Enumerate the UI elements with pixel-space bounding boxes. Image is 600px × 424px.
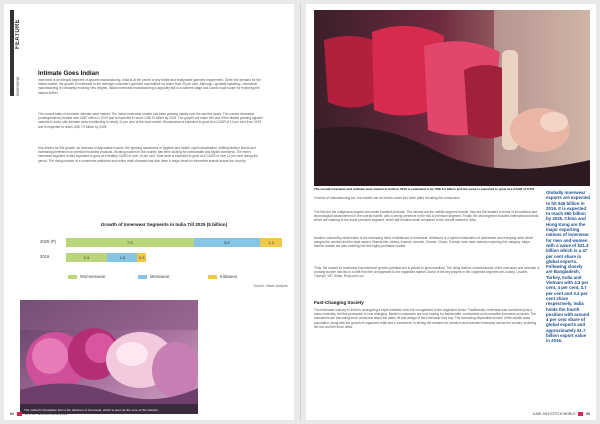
legend-label: Menswear — [150, 274, 170, 279]
chart-bar-menswear: 1.8 — [107, 253, 138, 262]
section-tab — [10, 10, 22, 96]
body-paragraph-r4: Thus, the market for innerwear has immense growth potential and is poised to grow manifold. The rising fashion consciousness of the consumer and increase in working women has led to a shift from the unorganised to the organised market. Some of the key players in the organised segment are Jockey, Lovable, Triumph, VIP, Dollar, Rupa and Lux. — [314, 266, 540, 279]
section-label: FEATURE — [15, 19, 21, 49]
growth-chart — [38, 218, 290, 294]
left-footer — [10, 412, 67, 416]
right-page — [306, 4, 596, 420]
page-spine — [300, 4, 301, 420]
body-paragraph-3: Key drivers for this growth: an increase in disposable income, the growing awareness of hygiene and health, rapid urbanisation, shifting fashion trends and increasing preference for premium branded products. Working women in the country has been looking for comfortable and stylish innerwear. The men's innerwear segment is also expected to grow at a healthy CAGR of over 10 per cent. Kids wear is expected to grow at a CAGR of over 12 per cent during the period. The rising number of e-commerce platforms and online retail channels has also been a major boost for innerwear brands across the country. — [38, 146, 259, 163]
legend-item-menswear — [138, 274, 169, 279]
body-paragraph-r3: Another noteworthy observation is the increasing trend of athleisure in innerwear. Athleisure is a hybrid combination of activewear and everyday wear which merges the comfort and the style aspect. Brands like Jockey, Enamor, Amante, Zivame, Clovia, Triumph have been actively exploring this category. Major fashion brands are also entering into this highly profitable market. — [314, 236, 534, 249]
subheading: Fast-Changing Society — [314, 300, 364, 305]
right-footer — [533, 412, 590, 416]
legend-label: Kidswear — [220, 274, 238, 279]
photo-garments-display — [20, 300, 198, 414]
chart-bar-menswear: 3.9 — [194, 238, 260, 247]
right-footer-brand: STITCH WORLD — [550, 411, 576, 416]
section-sublabel: innerwear — [15, 76, 20, 96]
chart-category-label: 2016 — [40, 254, 50, 259]
sidebar-text: Globally innerwear exports are expected to hit $45 billion in 2016. It is expected to reach $60 billion by 2025. China and Hong Kong are the major exporting nations of innerwear for men and women with a value of $21.3 billion which is a 47 per cent share in global exports. Following closely are Bangladesh, Turkey, India and Vietnam with 4.3 per cent, 4 per cent, 3.7 per cent and 3.4 per cent share respectively. India holds the fourth position with around 4 per cent share of global exports and approximately $1.7 billion export value in 2016. — [546, 190, 590, 344]
body-paragraph-r5: The innerwear industry in India is undergoing a rapid transition from the unorganised to the organised sector. Traditionally, innerwear was considered just a basic necessity, but this perception is now changing. Modern consumers are now looking for fashionable, comfortable and innovative innerwear products. The consumers are becoming more conscious about the fabric, fit and design of the innerwear they buy. The increasing disposable income of the middle class population, along with the growth of organised retail and e-commerce, is driving the demand for premium and branded innerwear across the country, including tier two and tier three cities. — [314, 308, 537, 329]
chart-bar-kidswear: 0.5 — [138, 255, 145, 260]
body-paragraph-r1: In terms of manufacturing too, the market can be broken down into three parts including the consumers. — [314, 196, 461, 200]
right-page-number: 63 — [586, 411, 590, 416]
chart-source: Source: Wazir Analysis — [253, 284, 288, 288]
photo-lingerie-rack — [314, 10, 590, 186]
section-tab-bar — [10, 10, 14, 96]
chart-bar-womenswear: 7.5 — [66, 238, 194, 247]
chart-title: Growth of Innerwear Segments in India Till 2025 ($ billion) — [100, 222, 228, 227]
body-paragraph-r2: The first are the indigenous players who make branded products. The second are the middle segment brands, they are the leaders in terms of innovations and technological advancement of the overall market, with a strong presence in the mid to premium segment. Finally, the last segment includes international brands which are catering to the super premium segment, which still remains small compared to the overall market in India. — [314, 210, 539, 223]
legend-swatch — [208, 275, 217, 279]
left-page-number: 62 — [10, 411, 14, 416]
top-photo-caption: The overall innerwear and intimate wear market in India in 2016 is estimated to be US$ 4.0 billion and the same is expected to grow at a CAGR of 9.5%. — [314, 187, 535, 191]
article-heading: Intimate Goes Indian — [38, 70, 99, 77]
legend-item-kidswear — [208, 274, 237, 279]
footer-mark — [578, 412, 583, 416]
chart-bar-womenswear: 2.4 — [66, 253, 107, 262]
legend-item-womenswear — [68, 274, 106, 279]
left-page — [4, 4, 294, 420]
legend-swatch — [138, 275, 147, 279]
body-paragraph-2: The current state of domestic intimate wear market: The Indian innerwear market has been growing rapidly over the last few years. The current innerwear (undergarments) market was US$7 billion in 2019 and is expected to touch US$ 13 billion by 2025. The growth will make this one of the fastest growing apparel markets in India, with intimate wear contributing to nearly 11 per cent of the total market. Womenwear is expected to grow at a CAGR of 14 per cent from 2019 and is expected to reach US$ 7.5 billion by 2025. — [38, 112, 263, 129]
body-paragraph-1: Innerwear is an integral segment of apparel manufacturing. India is at the centre of any textile and readymade garment requirement. Given the demand for the Indian market, the growth of innerwear in the average consumer's garment expenditure by brand from 20 per cent. Although—globally speaking—innerwear manufacturing is constantly evolving new heights. Indian innerwear manufacturing is arguably still in a nascent stage and counts huge scope for exploring the market further. — [38, 78, 261, 95]
footer-mark — [17, 412, 22, 416]
left-footer-brand: STITCH WORLD — [24, 411, 50, 416]
right-footer-date: JUNE 2019 — [532, 411, 550, 416]
chart-bar-kidswear: 1.3 — [260, 238, 282, 247]
legend-swatch — [68, 275, 77, 279]
legend-label: Womenswear — [80, 274, 106, 279]
left-footer-date: JUNE 2019 — [50, 411, 68, 416]
photo-caption: The market's foundation lies in the advance of innerwear, which is seen as the core of the industry. — [24, 408, 159, 413]
chart-category-label: 2025 (P) — [40, 239, 57, 244]
sidebar-callout — [546, 190, 590, 344]
